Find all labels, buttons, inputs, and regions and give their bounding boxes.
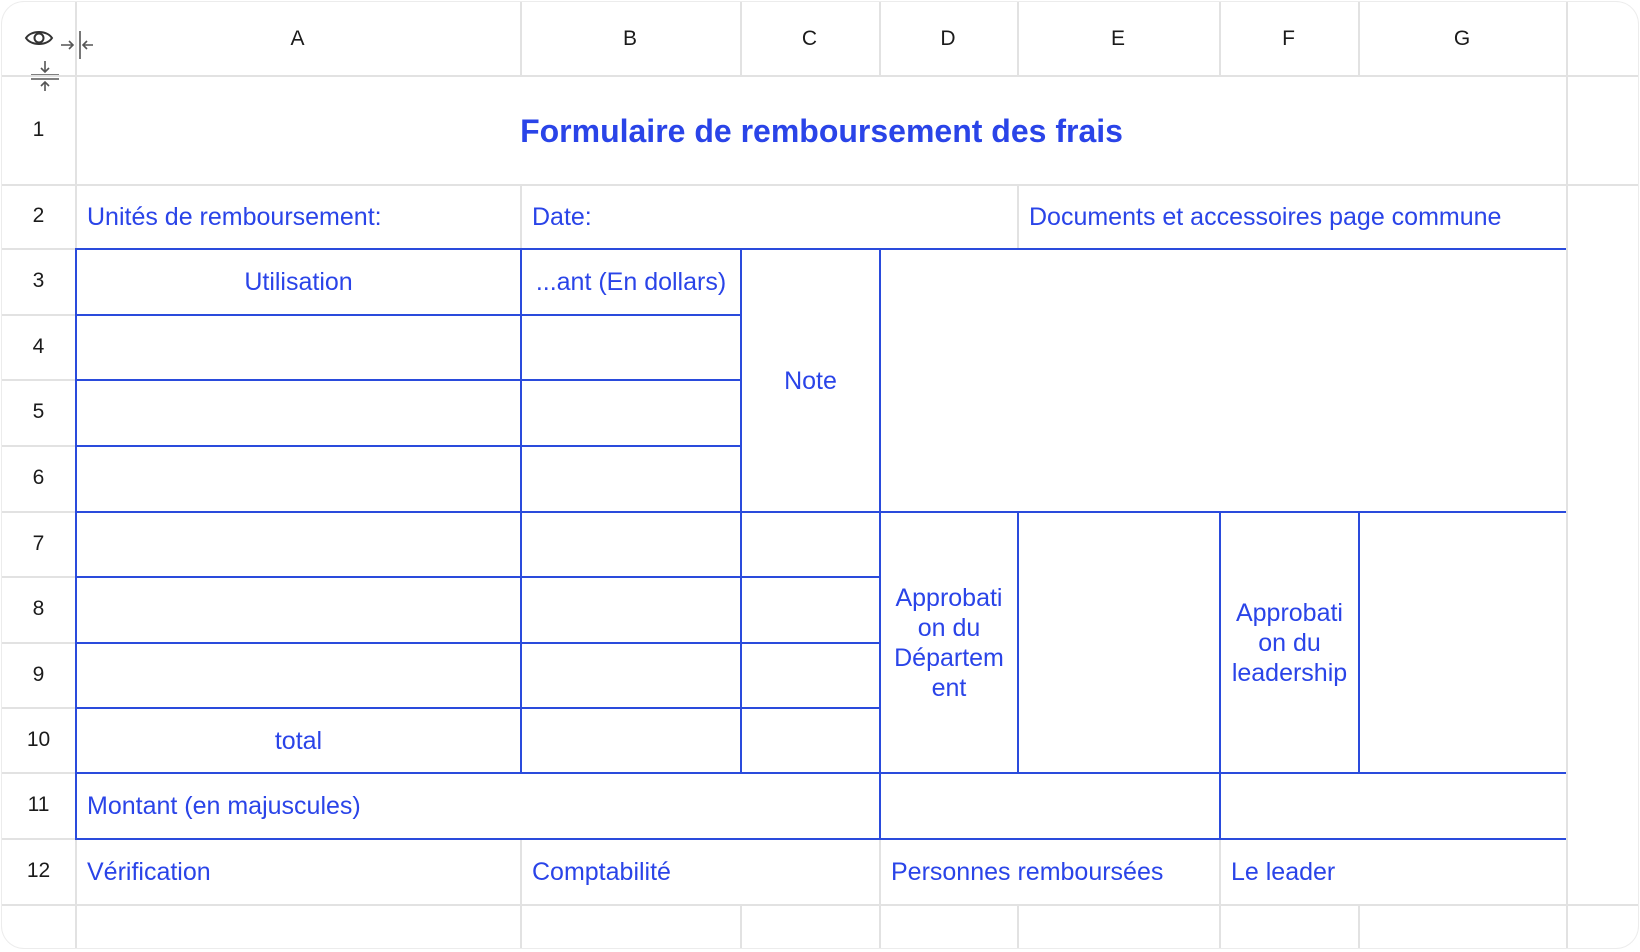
row-header-10[interactable]: 10	[26, 727, 51, 751]
leadership-approval-cell[interactable]: Approbati on du leadership	[1231, 598, 1348, 687]
verification-cell[interactable]: Vérification	[87, 858, 211, 886]
amount-words-cell[interactable]: Montant (en majuscules)	[87, 792, 361, 820]
column-header-d[interactable]: D	[940, 26, 956, 50]
col-line-end	[1566, 2, 1568, 948]
border-r6-top	[75, 445, 742, 447]
reimbursed-persons-cell[interactable]: Personnes remboursées	[891, 858, 1164, 886]
documents-label-cell[interactable]: Documents et accessoires page commune	[1029, 203, 1502, 231]
row-header-2[interactable]: 2	[32, 204, 45, 227]
row13-line-de	[1017, 904, 1019, 948]
eye-icon[interactable]	[24, 26, 54, 50]
row13-line-bc	[740, 904, 742, 948]
border-r8-top	[75, 576, 881, 578]
row-header-5[interactable]: 5	[32, 400, 45, 423]
column-header-g[interactable]: G	[1453, 26, 1471, 50]
row-header-6[interactable]: 6	[32, 466, 45, 489]
spreadsheet	[2, 2, 1638, 948]
column-header-f[interactable]: F	[1282, 26, 1295, 50]
row-header-8[interactable]: 8	[32, 597, 45, 620]
border-fg	[1358, 511, 1360, 774]
date-label-cell[interactable]: Date:	[532, 203, 592, 231]
leader-cell[interactable]: Le leader	[1231, 858, 1336, 886]
border-de	[1017, 511, 1019, 774]
row-line-12	[2, 904, 1638, 906]
row-header-12[interactable]: 12	[26, 859, 51, 882]
row-header-7[interactable]: 7	[32, 531, 45, 555]
department-approval-cell[interactable]: Approbati on du Départem ent	[894, 583, 1004, 702]
row-header-3[interactable]: 3	[32, 269, 45, 292]
amount-header-cell[interactable]: ...ant (En dollars)	[535, 268, 727, 296]
column-header-a[interactable]: A	[290, 26, 305, 50]
usage-header-cell[interactable]: Utilisation	[244, 268, 353, 296]
border-r5-top	[75, 379, 742, 381]
row-header-11[interactable]: 11	[27, 793, 50, 816]
border-r4-top	[75, 314, 742, 316]
column-header-e[interactable]: E	[1110, 26, 1125, 50]
column-header-b[interactable]: B	[622, 26, 637, 50]
form-title[interactable]: Formulaire de remboursement des frais	[520, 112, 1123, 149]
row-header-1[interactable]: 1	[32, 117, 45, 141]
border-r9-top	[75, 642, 881, 644]
accounting-cell[interactable]: Comptabilité	[532, 858, 671, 886]
row13-line-fg	[1358, 904, 1360, 948]
row-header-4[interactable]: 4	[32, 334, 45, 358]
column-header-c[interactable]: C	[801, 26, 818, 50]
total-label-cell[interactable]: total	[274, 726, 323, 755]
row-header-9[interactable]: 9	[32, 662, 45, 686]
border-ab	[520, 248, 522, 774]
units-label-cell[interactable]: Unités de remboursement:	[87, 203, 382, 231]
note-cell[interactable]: Note	[784, 366, 837, 395]
